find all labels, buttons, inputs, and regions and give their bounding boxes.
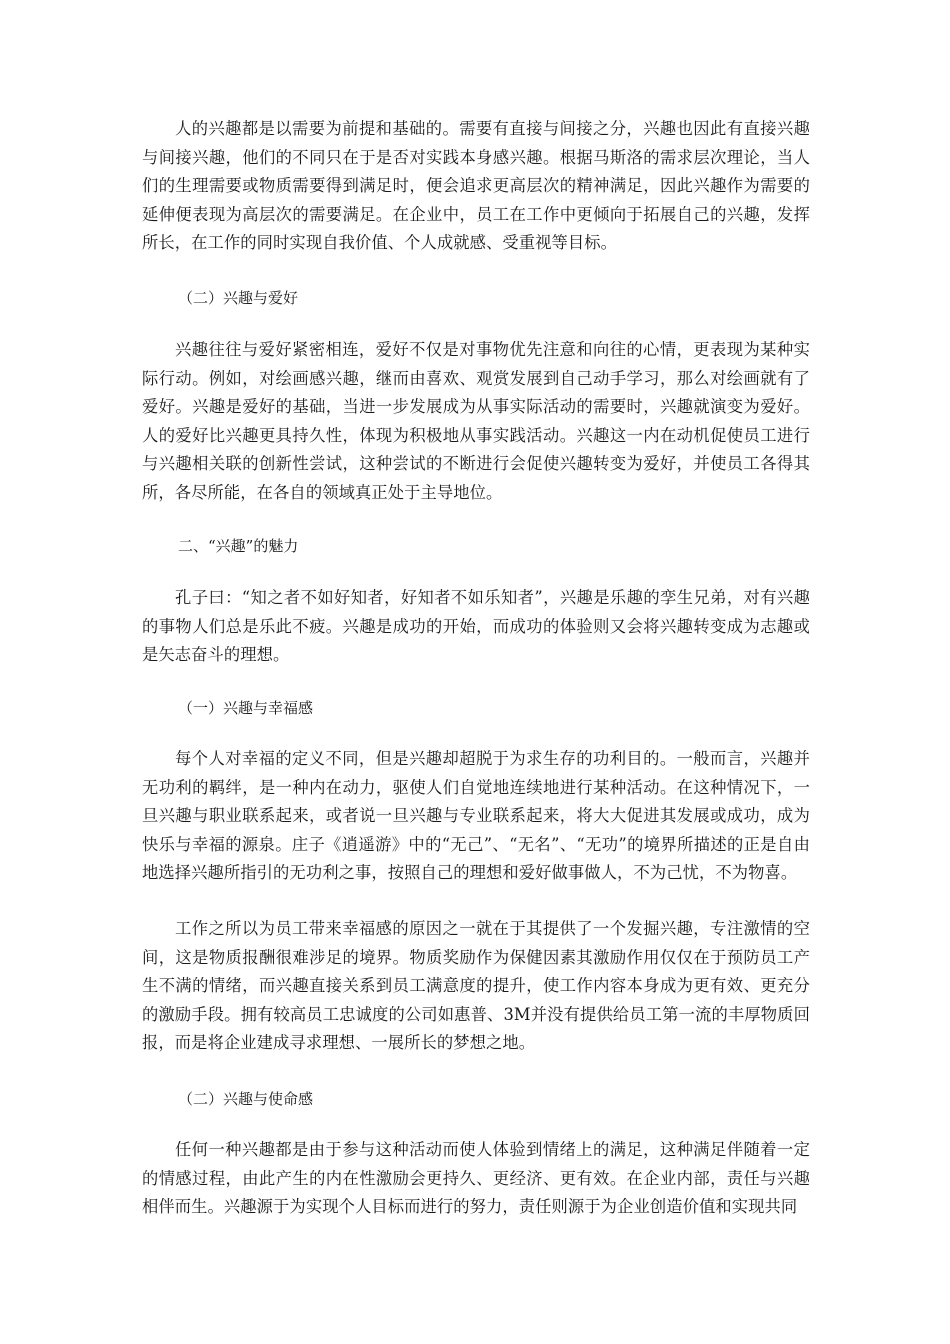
paragraph-interest-and-mission: 任何一种兴趣都是由于参与这种活动而使人体验到情绪上的满足，这种满足伴随着一定的情感过程，由此产生的内在性激励会更持久、更经济、更有效。在企业内部，责任与兴趣相伴而生。兴趣源于为实现个人目标而进行的努力，责任则源于为企业创造价值和实现共同 [142, 1140, 810, 1217]
section-heading-interest-and-happiness: （一）兴趣与幸福感 [178, 699, 314, 717]
section-heading-interest-and-mission: （二）兴趣与使命感 [178, 1090, 314, 1108]
paragraph-work-happiness: 工作之所以为员工带来幸福感的原因之一就在于其提供了一个发掘兴趣，专注激情的空间，这是物质报酬很难涉足的境界。物质奖励作为保健因素其激励作用仅仅在于预防员工产生不满的情绪，而兴趣直接关系到员工满意度的提升，使工作内容本身成为更有效、更充分的激励手段。拥有较高员工忠诚度的公司如惠普、3M并没有提供给员工第一流的丰厚物质回报，而是将企业建成寻求理想、一展所长的梦想之地。 [142, 919, 810, 1053]
paragraph-confucius-quote: 孔子曰：“知之者不如好知者，好知者不如乐知者”，兴趣是乐趣的孪生兄弟，对有兴趣的事物人们总是乐此不疲。兴趣是成功的开始，而成功的体验则又会将兴趣转变成为志趣或是矢志奋斗的理想。 [142, 588, 810, 665]
paragraph-happiness-definition: 每个人对幸福的定义不同，但是兴趣却超脱于为求生存的功利目的。一般而言，兴趣并无功利的羁绊，是一种内在动力，驱使人们自觉地连续地进行某种活动。在这种情况下，一旦兴趣与职业联系起来，或者说一旦兴趣与专业联系起来，将大大促进其发展或成功，成为快乐与幸福的源泉。庄子《逍遥游》中的“无己”、“无名”、“无功”的境界所描述的正是自由地选择兴趣所指引的无功利之事，按照自己的理想和爱好做事做人，不为己忧，不为物喜。 [142, 749, 810, 883]
section-heading-interest-and-hobby: （二）兴趣与爱好 [178, 289, 299, 307]
section-heading-charm-of-interest: 二、“兴趣”的魅力 [178, 537, 299, 555]
paragraph-interest-and-hobby: 兴趣往往与爱好紧密相连，爱好不仅是对事物优先注意和向往的心情，更表现为某种实际行动。例如，对绘画感兴趣，继而由喜欢、观赏发展到自己动手学习，那么对绘画就有了爱好。兴趣是爱好的基础，当进一步发展成为从事实际活动的需要时，兴趣就演变为爱好。人的爱好比兴趣更具持久性，体现为积极地从事实践活动。兴趣这一内在动机促使员工进行与兴趣相关联的创新性尝试，这种尝试的不断进行会促使兴趣转变为爱好，并使员工各得其所，各尽所能，在各自的领域真正处于主导地位。 [142, 340, 810, 502]
paragraph-needs-and-interest: 人的兴趣都是以需要为前提和基础的。需要有直接与间接之分，兴趣也因此有直接兴趣与间接兴趣，他们的不同只在于是否对实践本身感兴趣。根据马斯洛的需求层次理论，当人们的生理需要或物质需要得到满足时，便会追求更高层次的精神满足，因此兴趣作为需要的延伸便表现为高层次的需要满足。在企业中，员工在工作中更倾向于拓展自己的兴趣，发挥所长，在工作的同时实现自我价值、个人成就感、受重视等目标。 [142, 119, 810, 253]
